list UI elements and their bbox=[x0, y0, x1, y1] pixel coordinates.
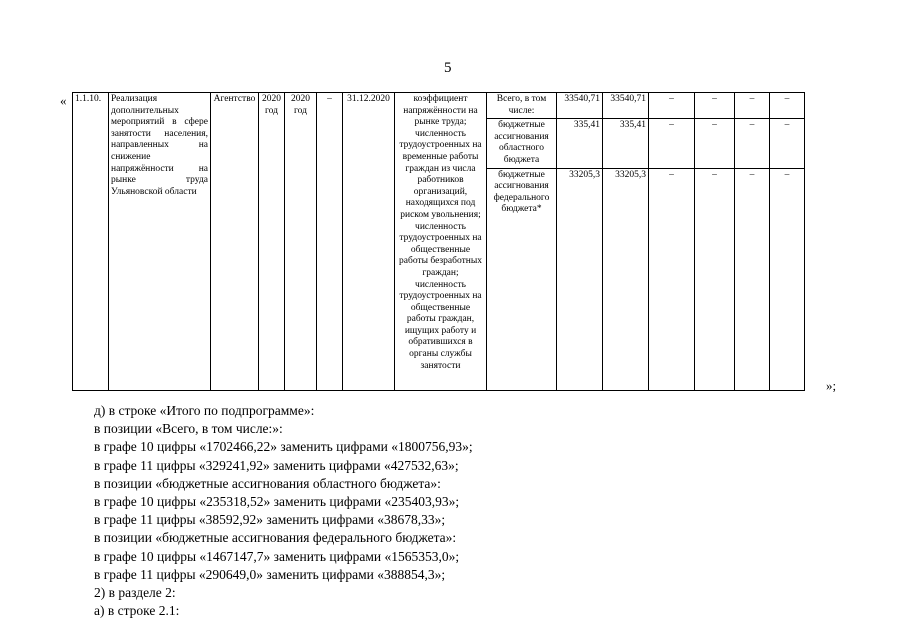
source-year-4: – bbox=[695, 93, 735, 119]
source-year-6: – bbox=[770, 93, 805, 119]
text-line: а) в строке 2.1: bbox=[94, 603, 180, 619]
start-year: 2020 год bbox=[259, 93, 285, 391]
source-year-3: – bbox=[649, 168, 695, 390]
source-total: 33540,71 bbox=[557, 93, 603, 119]
text-line: в графе 11 цифры «329241,92» заменить цифрами «427532,63»; bbox=[94, 457, 459, 473]
source-year-5: – bbox=[735, 93, 770, 119]
page-number: 5 bbox=[444, 60, 452, 76]
amendment-text bbox=[94, 402, 473, 620]
table-row bbox=[73, 93, 805, 119]
source-label: Всего, в том числе: bbox=[487, 93, 557, 119]
source-year-4: – bbox=[695, 168, 735, 390]
deadline-date: 31.12.2020 bbox=[343, 93, 395, 391]
source-year-6: – bbox=[770, 168, 805, 390]
source-year-6: – bbox=[770, 119, 805, 168]
text-line: в позиции «бюджетные ассигнования федерального бюджета»: bbox=[94, 530, 457, 546]
source-year-4: – bbox=[695, 119, 735, 168]
text-line: в графе 10 цифры «1467147,7» заменить цифрами «1565353,0»; bbox=[94, 548, 460, 564]
source-2020: 33205,3 bbox=[603, 168, 649, 390]
text-line: в позиции «Всего, в том числе:»: bbox=[94, 421, 283, 437]
text-line: в графе 10 цифры «235318,52» заменить цифрами «235403,93»; bbox=[94, 494, 460, 510]
closing-quote: »; bbox=[826, 378, 837, 393]
row-number: 1.1.10. bbox=[73, 93, 109, 391]
measure-name: Реализация дополнительных мероприятий в сфере занятости населения, направленных на снижение напряжённости на рынке труда Ульяновской области bbox=[109, 93, 211, 391]
opening-quote: « bbox=[60, 93, 67, 108]
source-2020: 335,41 bbox=[603, 119, 649, 168]
text-line: д) в строке «Итого по подпрограмме»: bbox=[94, 403, 315, 418]
program-table bbox=[72, 92, 805, 391]
text-line: в графе 11 цифры «38592,92» заменить цифрами «38678,33»; bbox=[94, 512, 446, 528]
end-year: 2020 год bbox=[285, 93, 317, 391]
text-line: в графе 11 цифры «290649,0» заменить цифрами «388854,3»; bbox=[94, 566, 446, 582]
source-year-3: – bbox=[649, 119, 695, 168]
target-indicators: коэффициент напряжённости на рынке труда; численность трудоустроенных на временные работы граждан из числа работников организаций, находящихся под риском увольнения; численность трудоустроенных на общественные работы безработных граждан; численность трудоустроенных на общественные работы граждан, ищущих работу и обратившихся в органы службы занятости bbox=[395, 93, 487, 391]
source-year-3: – bbox=[649, 93, 695, 119]
text-line: 2) в разделе 2: bbox=[94, 585, 176, 601]
source-total: 335,41 bbox=[557, 119, 603, 168]
source-year-5: – bbox=[735, 119, 770, 168]
text-line: в графе 10 цифры «1702466,22» заменить цифрами «1800756,93»; bbox=[94, 439, 473, 455]
source-year-5: – bbox=[735, 168, 770, 390]
executor: Агентство bbox=[211, 93, 259, 391]
source-label: бюджетные ассигнования областного бюджета bbox=[487, 119, 557, 168]
dash-cell: – bbox=[317, 93, 343, 391]
source-label: бюджетные ассигнования федерального бюджета* bbox=[487, 168, 557, 390]
source-total: 33205,3 bbox=[557, 168, 603, 390]
text-line: в позиции «бюджетные ассигнования областного бюджета»: bbox=[94, 475, 441, 491]
source-2020: 33540,71 bbox=[603, 93, 649, 119]
